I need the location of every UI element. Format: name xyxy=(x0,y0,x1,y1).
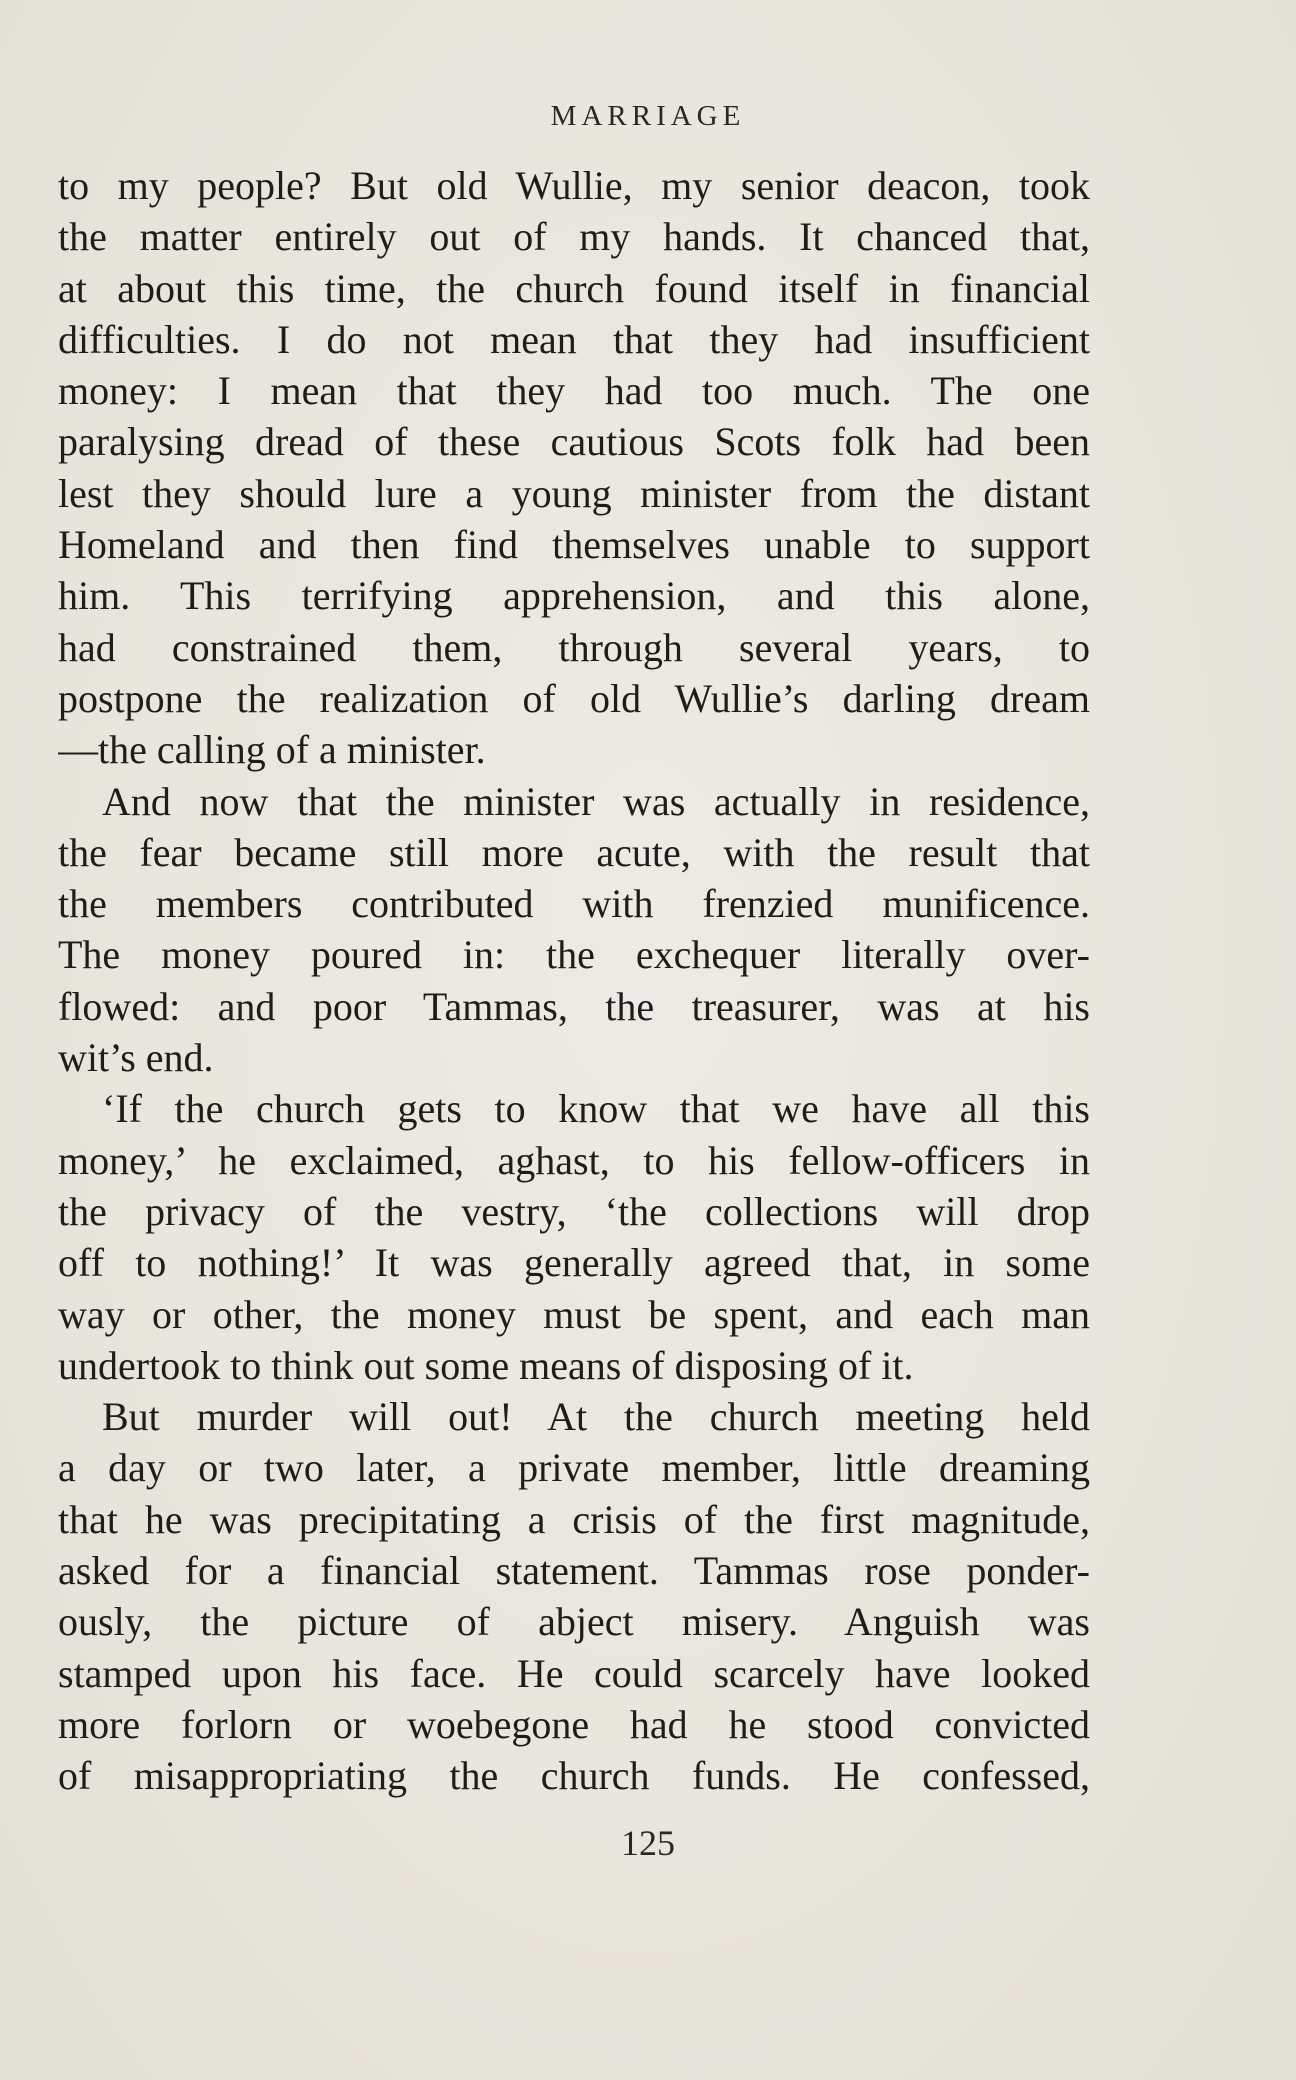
text-line: Homeland and then find themselves unable to support xyxy=(58,522,1090,568)
text-line: The money poured in: the exchequer literally over- xyxy=(58,932,1090,978)
text-line: more forlorn or woebegone had he stood convicted xyxy=(58,1701,1090,1747)
text-line: money,’ he exclaimed, aghast, to his fellow-officers in xyxy=(58,1137,1090,1183)
text-line: And now that the minister was actually in residence, xyxy=(102,778,1090,824)
text-line: postpone the realization of old Wullie’s darling dream xyxy=(58,675,1090,721)
body-text xyxy=(58,160,1090,1802)
text-line: of misappropriating the church funds. He confessed, xyxy=(58,1753,1090,1799)
text-line: —the calling of a minister. xyxy=(58,727,486,773)
text-line: that he was precipitating a crisis of the first magnitude, xyxy=(58,1496,1090,1542)
text-line: stamped upon his face. He could scarcely have looked xyxy=(58,1650,1090,1696)
page-number: 125 xyxy=(621,1823,675,1863)
text-line: flowed: and poor Tammas, the treasurer, was at his xyxy=(58,983,1090,1029)
running-head: MARRIAGE xyxy=(550,100,746,132)
text-line: paralysing dread of these cautious Scots folk had been xyxy=(58,419,1090,465)
text-line: way or other, the money must be spent, and each man xyxy=(58,1291,1090,1337)
text-line: wit’s end. xyxy=(58,1035,214,1081)
text-line: the privacy of the vestry, ‘the collections will drop xyxy=(58,1188,1090,1234)
text-line: But murder will out! At the church meeting held xyxy=(102,1394,1090,1440)
text-line: had constrained them, through several years, to xyxy=(58,624,1090,670)
text-line: him. This terrifying apprehension, and this alone, xyxy=(58,573,1090,619)
text-line: a day or two later, a private member, little dreaming xyxy=(58,1445,1090,1491)
text-line: lest they should lure a young minister from the distant xyxy=(58,470,1090,516)
text-line: difficulties. I do not mean that they had insufficient xyxy=(58,316,1090,362)
text-line: undertook to think out some means of disposing of it. xyxy=(58,1342,914,1388)
text-line: off to nothing!’ It was generally agreed that, in some xyxy=(58,1240,1090,1286)
text-line: the matter entirely out of my hands. It chanced that, xyxy=(58,214,1090,260)
text-line: asked for a financial statement. Tammas rose ponder- xyxy=(58,1548,1090,1594)
text-line: at about this time, the church found itself in financial xyxy=(58,265,1090,311)
text-line: ‘If the church gets to know that we have all this xyxy=(102,1086,1090,1132)
text-line: the fear became still more acute, with the result that xyxy=(58,829,1090,875)
text-line: the members contributed with frenzied munificence. xyxy=(58,881,1090,927)
text-line: ously, the picture of abject misery. Anguish was xyxy=(58,1599,1090,1645)
text-line: money: I mean that they had too much. The one xyxy=(58,368,1090,414)
text-line: to my people? But old Wullie, my senior deacon, took xyxy=(58,163,1090,208)
